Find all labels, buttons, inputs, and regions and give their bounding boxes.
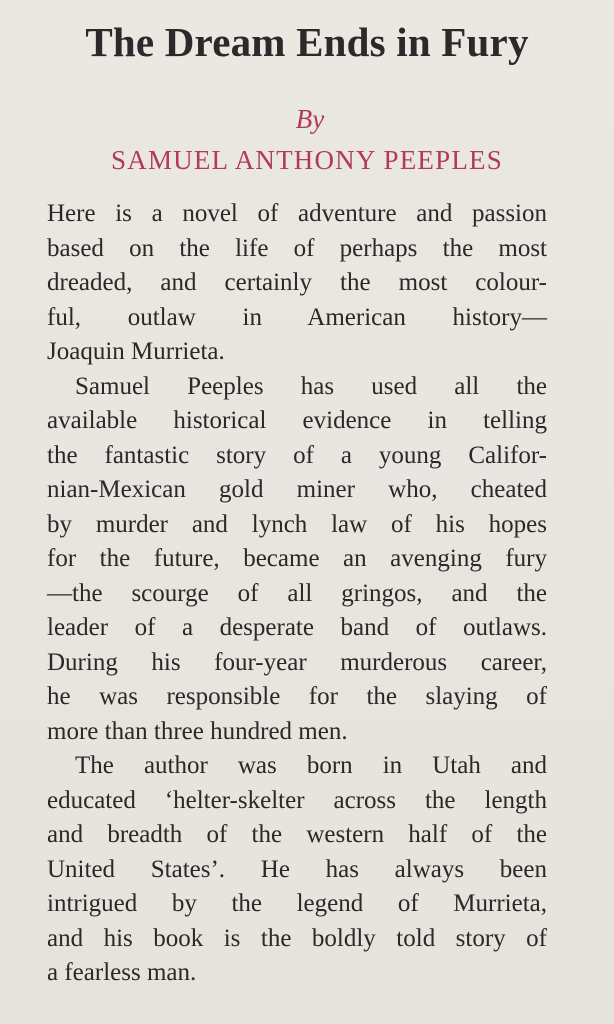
blurb-text [47, 197, 547, 991]
text-line: more than three hundred men. [47, 717, 348, 745]
byline-by: By [295, 104, 325, 134]
text-line: United States’. He has always been [47, 855, 547, 883]
blurb-paragraph-1 [47, 197, 547, 370]
text-line: and breadth of the western half of the [47, 821, 547, 848]
text-line: leader of a desperate band of outlaws. [47, 614, 547, 641]
text-line: dreaded, and certainly the most colour- [47, 269, 547, 296]
text-line: based on the life of perhaps the most [47, 234, 547, 262]
text-line: intrigued by the legend of Murrieta, [47, 890, 547, 917]
text-line: The author was born in Utah and [75, 752, 547, 779]
text-line: the fantastic story of a young Califor- [47, 441, 547, 469]
text-line: he was responsible for the slaying of [47, 683, 547, 710]
text-line: Samuel Peeples has used all the [75, 372, 547, 400]
text-line: by murder and lynch law of his hopes [47, 510, 547, 538]
text-line: Joaquin Murrieta. [47, 338, 225, 365]
text-line: for the future, became an avenging fury [47, 545, 547, 572]
text-line: available historical evidence in telling [47, 407, 547, 434]
book-title: The Dream Ends in Fury [85, 19, 529, 65]
text-line: Here is a novel of adventure and passion [47, 200, 547, 227]
text-line: nian-Mexican gold miner who, cheated [47, 476, 547, 503]
text-line: and his book is the boldly told story of [47, 924, 547, 952]
text-line: a fearless man. [47, 959, 197, 986]
blurb-paragraph-3 [47, 749, 547, 991]
text-line: educated ‘helter-skelter across the length [47, 786, 547, 814]
text-line: —the scourge of all gringos, and the [47, 579, 547, 607]
text-line: During his four-year murderous career, [47, 648, 547, 676]
text-line: ful, outlaw in American history— [47, 303, 547, 331]
author-name: SAMUEL ANTHONY PEEPLES [111, 145, 503, 175]
blurb-paragraph-2 [47, 370, 547, 750]
